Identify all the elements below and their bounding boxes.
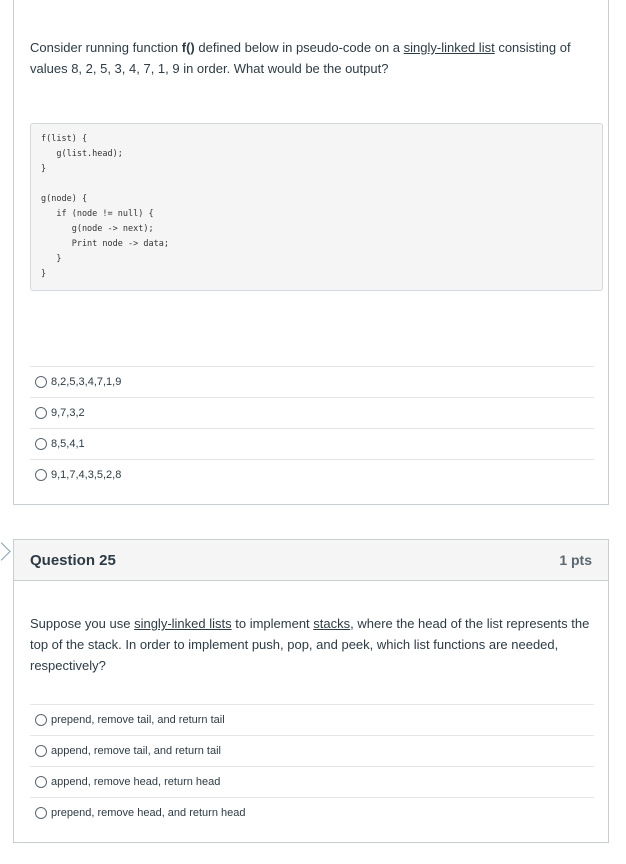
radio-button[interactable] bbox=[35, 776, 47, 788]
question-24-answers bbox=[30, 366, 594, 490]
chevron-right-icon bbox=[0, 542, 11, 560]
singly-linked-list-link[interactable]: singly-linked list bbox=[403, 40, 495, 55]
radio-button[interactable] bbox=[35, 438, 47, 450]
radio-button[interactable] bbox=[35, 469, 47, 481]
pseudo-code-block: f(list) { g(list.head); } g(node) { if (node != null) { g(node -> next); Print node -> data; } } bbox=[30, 123, 603, 291]
question-25-text: Suppose you use singly-linked lists to implement stacks, where the head of the list represents the top of the stack. In order to implement push, pop, and peek, which list functions are needed, respectively? bbox=[30, 616, 590, 673]
radio-button[interactable] bbox=[35, 714, 47, 726]
answer-option[interactable]: 8,2,5,3,4,7,1,9 bbox=[30, 366, 594, 397]
question-points: 1 pts bbox=[559, 552, 592, 568]
radio-button[interactable] bbox=[35, 745, 47, 757]
answer-option[interactable]: prepend, remove tail, and return tail bbox=[30, 704, 594, 735]
question-25-answers bbox=[30, 704, 594, 828]
question-24-card bbox=[13, 0, 609, 505]
function-name: f() bbox=[181, 40, 195, 55]
answer-option[interactable]: prepend, remove head, and return head bbox=[30, 797, 594, 828]
radio-button[interactable] bbox=[35, 407, 47, 419]
answer-option[interactable]: append, remove head, return head bbox=[30, 766, 594, 797]
question-title: Question 25 bbox=[30, 551, 116, 569]
question-header bbox=[14, 540, 608, 581]
radio-button[interactable] bbox=[35, 376, 47, 388]
singly-linked-lists-link[interactable]: singly-linked lists bbox=[134, 616, 232, 631]
stacks-link[interactable]: stacks bbox=[313, 616, 351, 631]
radio-button[interactable] bbox=[35, 807, 47, 819]
answer-option[interactable]: 9,1,7,4,3,5,2,8 bbox=[30, 459, 594, 490]
answer-option[interactable]: 8,5,4,1 bbox=[30, 428, 594, 459]
answer-option[interactable]: append, remove tail, and return tail bbox=[30, 735, 594, 766]
question-24-text: Consider running function f() defined below in pseudo-code on a singly-linked list consisting of values 8, 2, 5, 3, 4, 7, 1, 9 in order. What would be the output? bbox=[30, 40, 571, 76]
question-25-card bbox=[13, 539, 609, 843]
answer-option[interactable]: 9,7,3,2 bbox=[30, 397, 594, 428]
